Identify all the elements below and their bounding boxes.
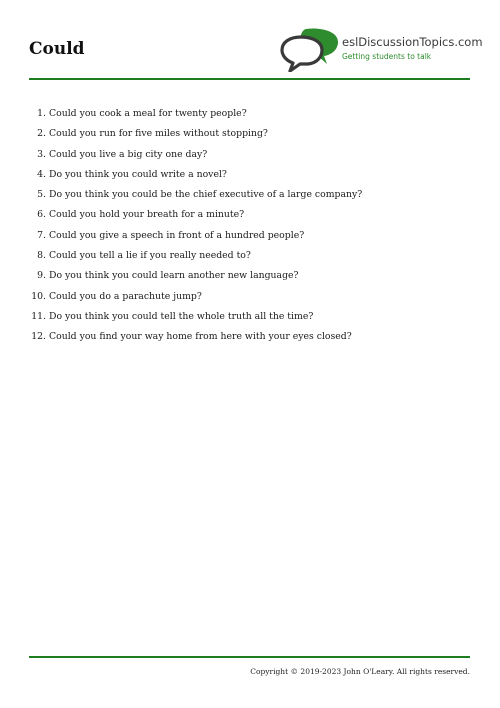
question-text: Could you live a big city one day? — [49, 148, 208, 160]
question-number: 3. — [37, 148, 46, 160]
logo-tagline: Getting students to talk — [342, 52, 432, 61]
question-number: 7. — [37, 229, 46, 241]
question-item — [29, 126, 470, 146]
question-number: 1. — [37, 108, 46, 119]
question-number: 6. — [37, 209, 46, 221]
speech-bubbles-icon — [280, 26, 340, 72]
logo-site-name: eslDiscussionTopics.com — [342, 35, 483, 49]
question-item — [29, 207, 470, 227]
question-number: 2. — [37, 128, 46, 140]
question-item — [29, 248, 470, 268]
question-text: Could you do a parachute jump? — [49, 290, 202, 302]
site-logo — [280, 26, 483, 74]
question-text: Could you cook a meal for twenty people? — [49, 108, 247, 119]
question-text: Do you think you could tell the whole truth all the time? — [49, 310, 314, 322]
question-text: Could you run for five miles without stopping? — [49, 128, 268, 140]
question-item — [29, 268, 470, 288]
question-text: Do you think you could write a novel? — [49, 168, 227, 180]
question-item — [29, 329, 470, 349]
question-text: Do you think you could learn another new language? — [49, 270, 299, 282]
question-number: 9. — [37, 270, 46, 282]
question-number: 4. — [37, 168, 46, 180]
question-number: 12. — [31, 331, 46, 343]
question-number: 10. — [31, 290, 46, 302]
header-divider — [29, 78, 470, 80]
question-item — [29, 167, 470, 187]
question-text: Could you tell a lie if you really needed to? — [49, 250, 251, 262]
question-item — [29, 289, 470, 309]
question-list — [29, 106, 470, 350]
question-text: Could you give a speech in front of a hundred people? — [49, 229, 305, 241]
question-item — [29, 228, 470, 248]
question-text: Could you find your way home from here with your eyes closed? — [49, 331, 352, 343]
question-number: 8. — [37, 250, 46, 262]
page-title: Could — [29, 39, 85, 59]
question-text: Do you think you could be the chief executive of a large company? — [49, 189, 363, 201]
footer-divider — [29, 656, 470, 658]
question-number: 11. — [31, 310, 46, 322]
question-item — [29, 147, 470, 167]
copyright-text: Copyright © 2019-2023 John O'Leary. All rights reserved. — [250, 667, 470, 676]
question-item — [29, 106, 470, 126]
question-item — [29, 187, 470, 207]
question-number: 5. — [37, 189, 46, 201]
question-item — [29, 309, 470, 329]
question-text: Could you hold your breath for a minute? — [49, 209, 245, 221]
